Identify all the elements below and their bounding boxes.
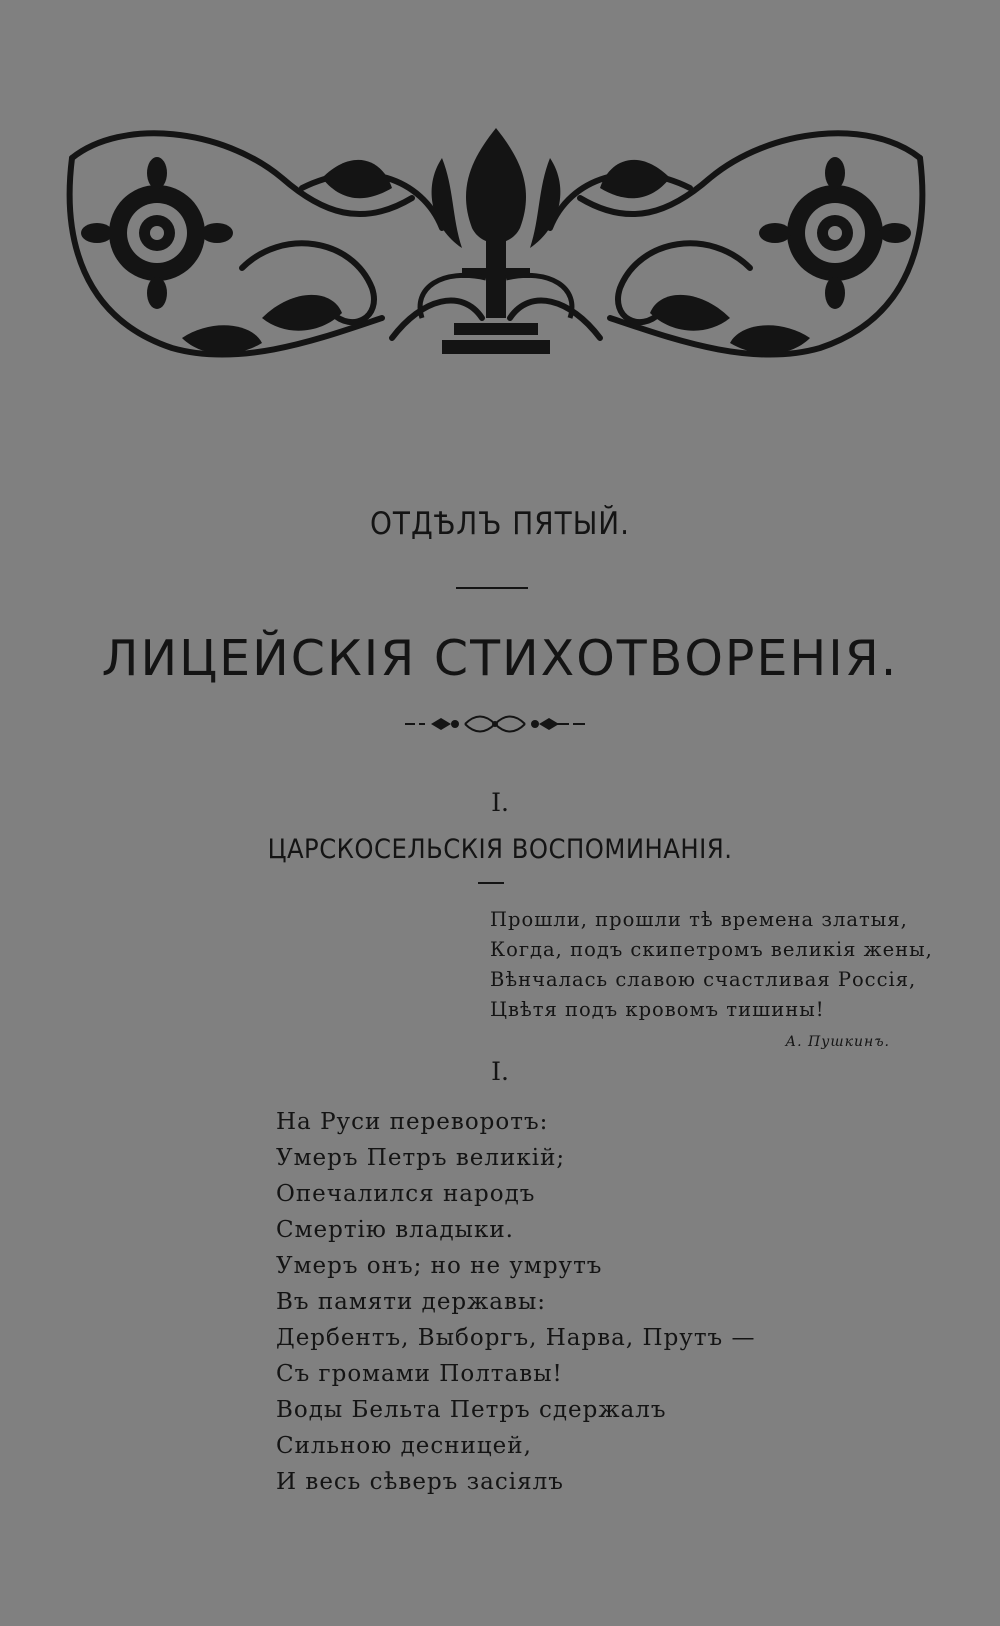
verse-line: Опечалился народъ: [276, 1181, 536, 1207]
page-title: ЛИЦЕЙСКІЯ СТИХОТВОРЕНІЯ.: [101, 630, 899, 687]
title-divider: [456, 587, 528, 589]
stanza-number: I.: [491, 1057, 509, 1086]
floral-headpiece-icon: [62, 118, 930, 368]
poem-number: I.: [491, 788, 509, 817]
poem-title-divider: [478, 882, 504, 884]
section-title: ОТДѢЛЪ ПЯТЫЙ.: [369, 506, 631, 542]
verse-line: Въ памяти державы:: [276, 1289, 547, 1315]
verse-line: Съ громами Полтавы!: [276, 1361, 563, 1387]
epigraph-line: Когда, подъ скипетромъ великія жены,: [490, 938, 933, 961]
verse-line: И весь сѣверъ засіялъ: [276, 1469, 564, 1495]
stanza: [276, 1104, 836, 1500]
epigraph-author: А. Пушкинъ.: [785, 1034, 890, 1050]
verse-line: Умеръ онъ; но не умрутъ: [276, 1253, 603, 1279]
epigraph-line: Вѣнчалась славою счастливая Россія,: [490, 968, 917, 991]
verse-line: Смертію владыки.: [276, 1217, 514, 1243]
epigraph: [490, 905, 950, 1025]
verse-line: Сильною десницей,: [276, 1433, 532, 1459]
verse-line: Дербентъ, Выборгъ, Нарва, Прутъ —: [276, 1325, 756, 1351]
verse-line: Воды Бельта Петръ сдержалъ: [276, 1397, 667, 1423]
epigraph-line: Цвѣтя подъ кровомъ тишины!: [490, 998, 825, 1021]
ornamental-divider-icon: [405, 712, 585, 736]
epigraph-line: Прошли, прошли тѣ времена златыя,: [490, 908, 908, 931]
verse-line: Умеръ Петръ великій;: [276, 1145, 566, 1171]
verse-line: На Руси переворотъ:: [276, 1109, 549, 1135]
poem-title: ЦАРСКОСЕЛЬСКІЯ ВОСПОМИНАНІЯ.: [267, 834, 733, 865]
